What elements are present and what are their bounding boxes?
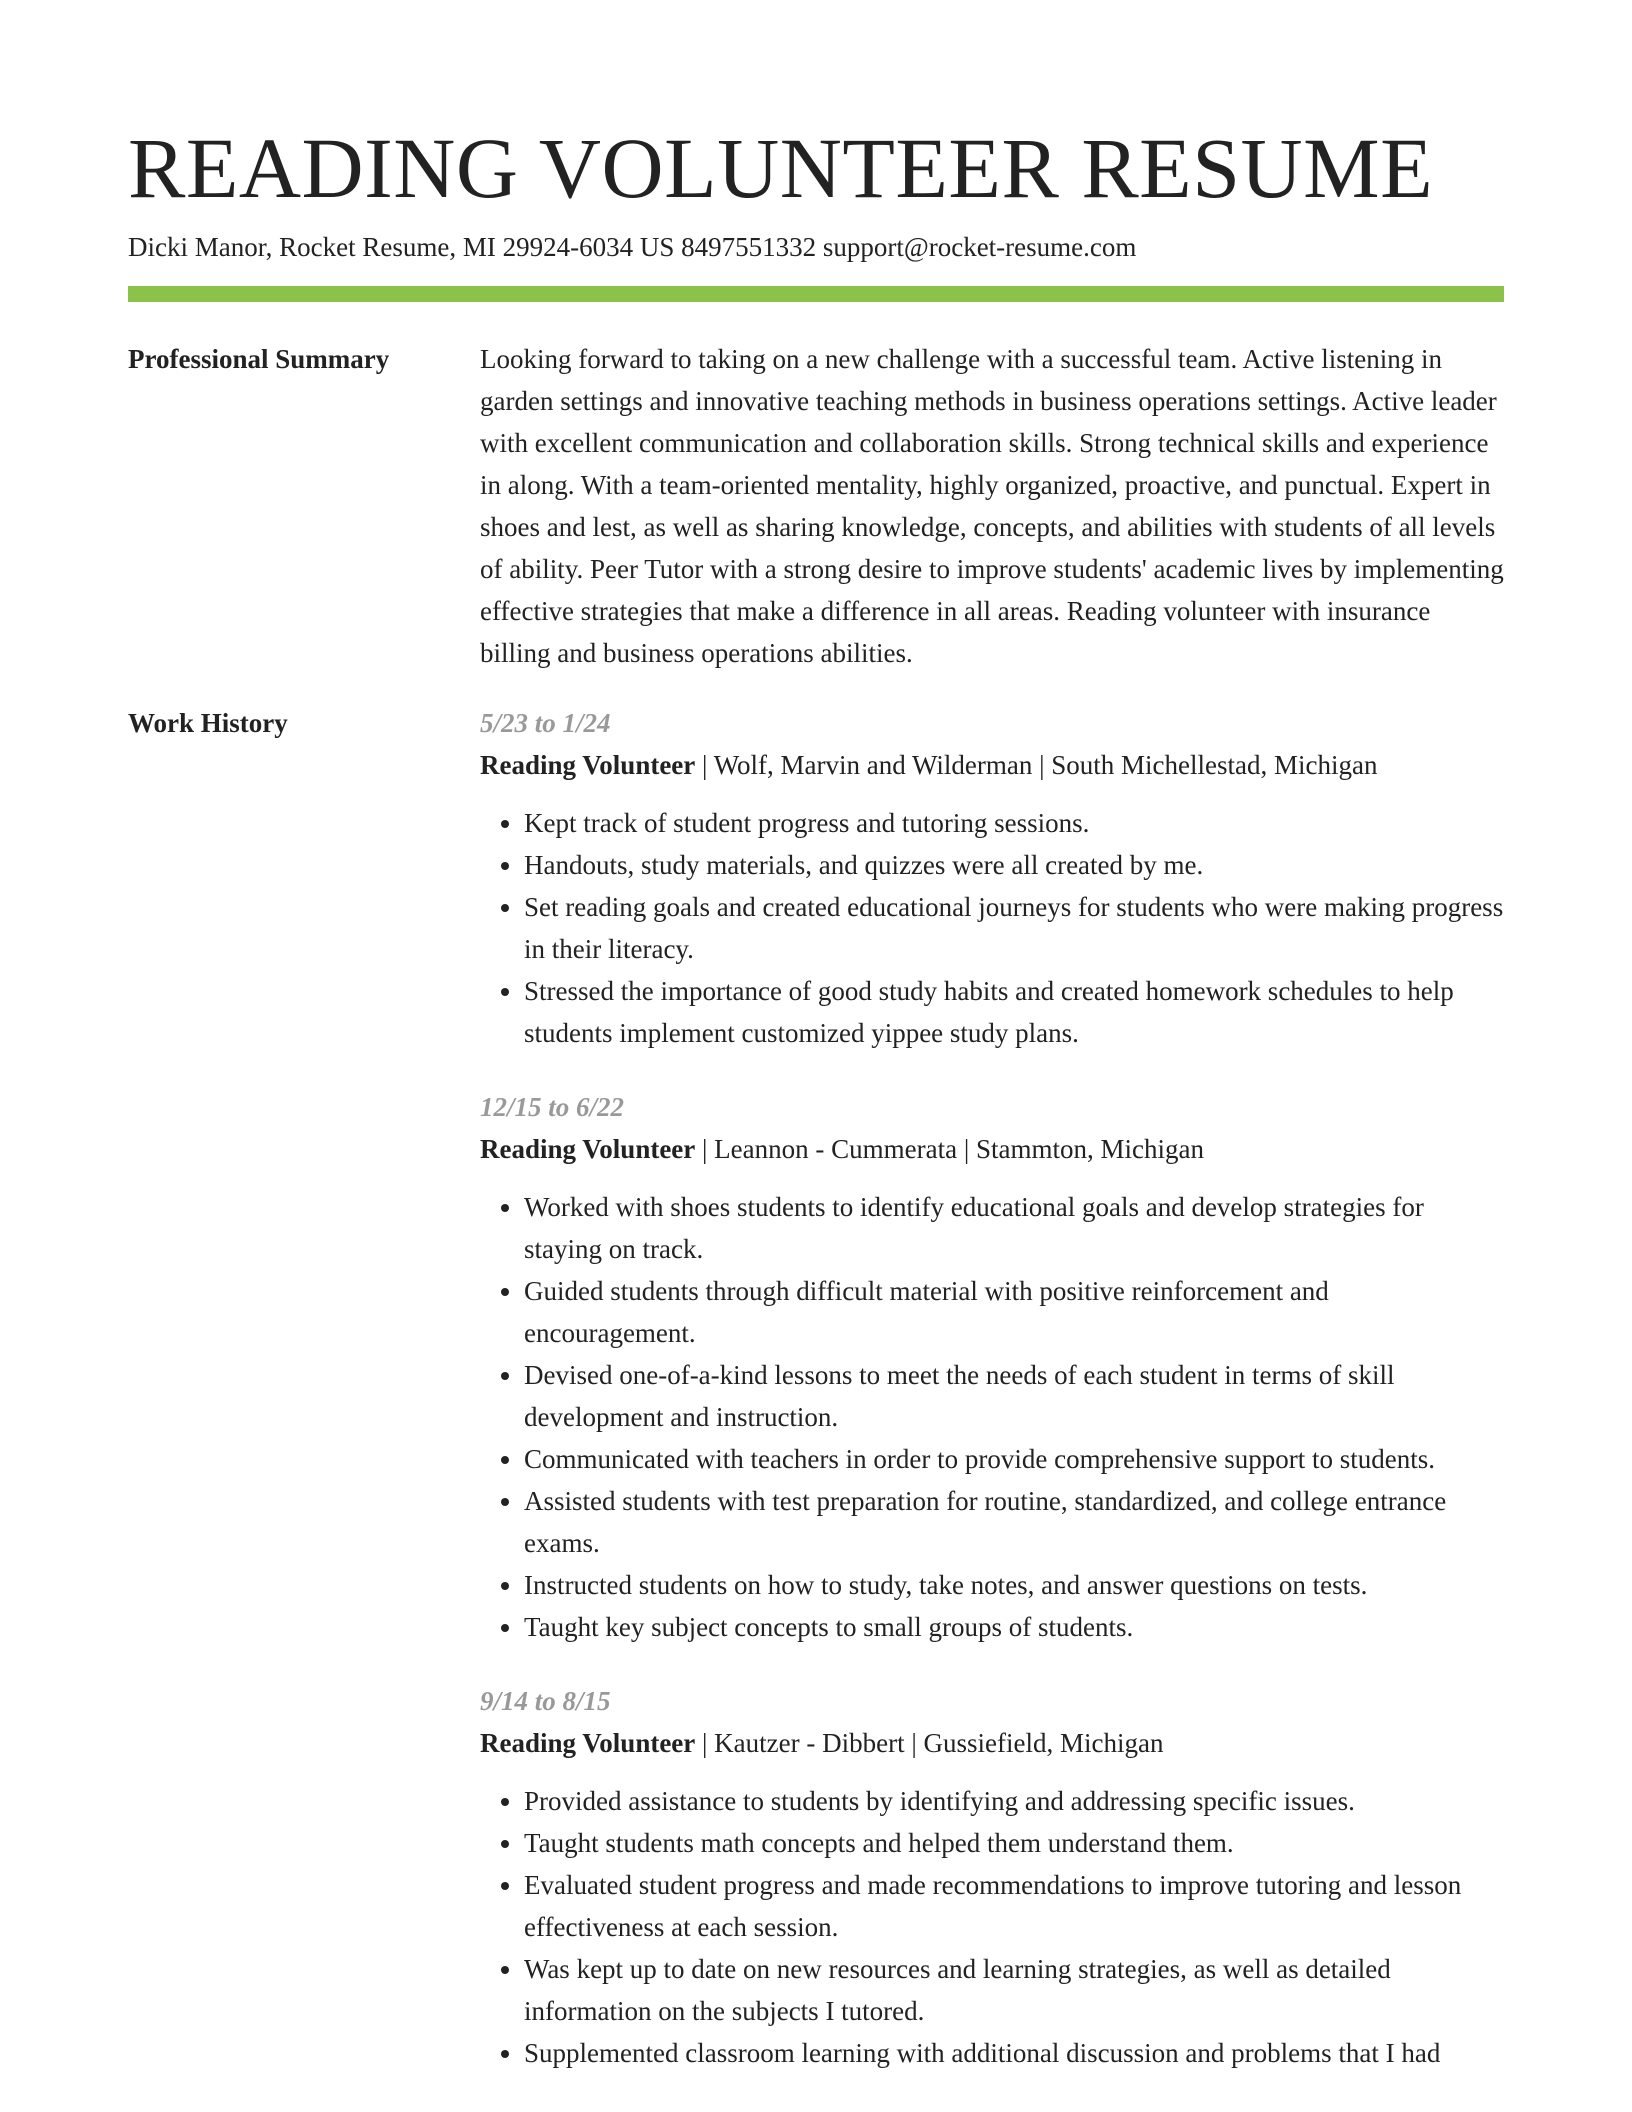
job-header bbox=[480, 744, 1504, 786]
job-title: Reading Volunteer bbox=[480, 1134, 696, 1164]
job-dates: 5/23 to 1/24 bbox=[480, 708, 611, 738]
bullet-item: • Evaluated student progress and made recommendations to improve tutoring and lesson effectiveness at each session. bbox=[524, 1864, 1504, 1948]
bullet-item: • Set reading goals and created educational journeys for students who were making progress in their literacy. bbox=[524, 886, 1504, 970]
bullet-item: • Instructed students on how to study, take notes, and answer questions on tests. bbox=[524, 1564, 1504, 1606]
job-entry bbox=[480, 702, 1504, 1054]
bullet-item: • Taught key subject concepts to small groups of students. bbox=[524, 1606, 1504, 1648]
job-details: | Wolf, Marvin and Wilderman | South Michellestad, Michigan bbox=[695, 750, 1378, 780]
job-entry bbox=[480, 1680, 1504, 2074]
job-header bbox=[480, 1722, 1504, 1764]
bullet-item: • Taught students math concepts and helped them understand them. bbox=[524, 1822, 1504, 1864]
jobs-list bbox=[480, 708, 1504, 2106]
professional-summary-section bbox=[128, 344, 1504, 674]
job-bullets bbox=[480, 1780, 1504, 2074]
resume-page bbox=[128, 0, 1504, 2106]
bullet-item: • Assisted students with test preparation for routine, standardized, and college entrance exams. bbox=[524, 1480, 1504, 1564]
bullet-item: • Kept track of student progress and tutoring sessions. bbox=[524, 802, 1504, 844]
job-dates: 12/15 to 6/22 bbox=[480, 1092, 625, 1122]
job-title: Reading Volunteer bbox=[480, 750, 696, 780]
bullet-item: • Devised one-of-a-kind lessons to meet the needs of each student in terms of skill development and instruction. bbox=[524, 1354, 1504, 1438]
section-body bbox=[480, 344, 1504, 674]
bullet-item: • Stressed the importance of good study habits and created homework schedules to help students implement customized yippee study plans. bbox=[524, 970, 1504, 1054]
bullet-item: • Supplemented classroom learning with additional discussion and problems that I had bbox=[524, 2032, 1504, 2074]
job-details: | Leannon - Cummerata | Stammton, Michigan bbox=[695, 1134, 1204, 1164]
bullet-item: • Was kept up to date on new resources and learning strategies, as well as detailed information on the subjects I tutored. bbox=[524, 1948, 1504, 2032]
job-bullets bbox=[480, 1186, 1504, 1648]
bullet-item: • Worked with shoes students to identify educational goals and develop strategies for staying on track. bbox=[524, 1186, 1504, 1270]
bullet-item: • Communicated with teachers in order to provide comprehensive support to students. bbox=[524, 1438, 1504, 1480]
job-entry bbox=[480, 1086, 1504, 1648]
section-label: Work History bbox=[128, 708, 288, 738]
job-bullets bbox=[480, 802, 1504, 1054]
job-header bbox=[480, 1128, 1504, 1170]
work-history-section bbox=[128, 708, 1504, 2106]
job-dates: 9/14 to 8/15 bbox=[480, 1686, 611, 1716]
bullet-item: • Handouts, study materials, and quizzes were all created by me. bbox=[524, 844, 1504, 886]
resume-title: READING VOLUNTEER RESUME bbox=[128, 120, 1434, 216]
accent-divider bbox=[128, 286, 1504, 302]
bullet-item: • Guided students through difficult material with positive reinforcement and encouragement. bbox=[524, 1270, 1504, 1354]
contact-line: Dicki Manor, Rocket Resume, MI 29924-6034 US 8497551332 support@rocket-resume.com bbox=[128, 232, 1137, 262]
job-title: Reading Volunteer bbox=[480, 1728, 696, 1758]
bullet-item: • Provided assistance to students by identifying and addressing specific issues. bbox=[524, 1780, 1504, 1822]
summary-text: Looking forward to taking on a new challenge with a successful team. Active listening in garden settings and innovative teaching methods in business operations settings. Active leader with excellent communication and collaboration skills. Strong technical skills and experience in along. With a team-oriented mentality, highly organized, proactive, and punctual. Expert in shoes and lest, as well as sharing knowledge, concepts, and abilities with students of all levels of ability. Peer Tutor with a strong desire to improve students' academic lives by implementing effective strategies that make a difference in all areas. Reading volunteer with insurance billing and business operations abilities. bbox=[480, 344, 1504, 668]
section-label: Professional Summary bbox=[128, 344, 390, 374]
job-details: | Kautzer - Dibbert | Gussiefield, Michigan bbox=[695, 1728, 1164, 1758]
